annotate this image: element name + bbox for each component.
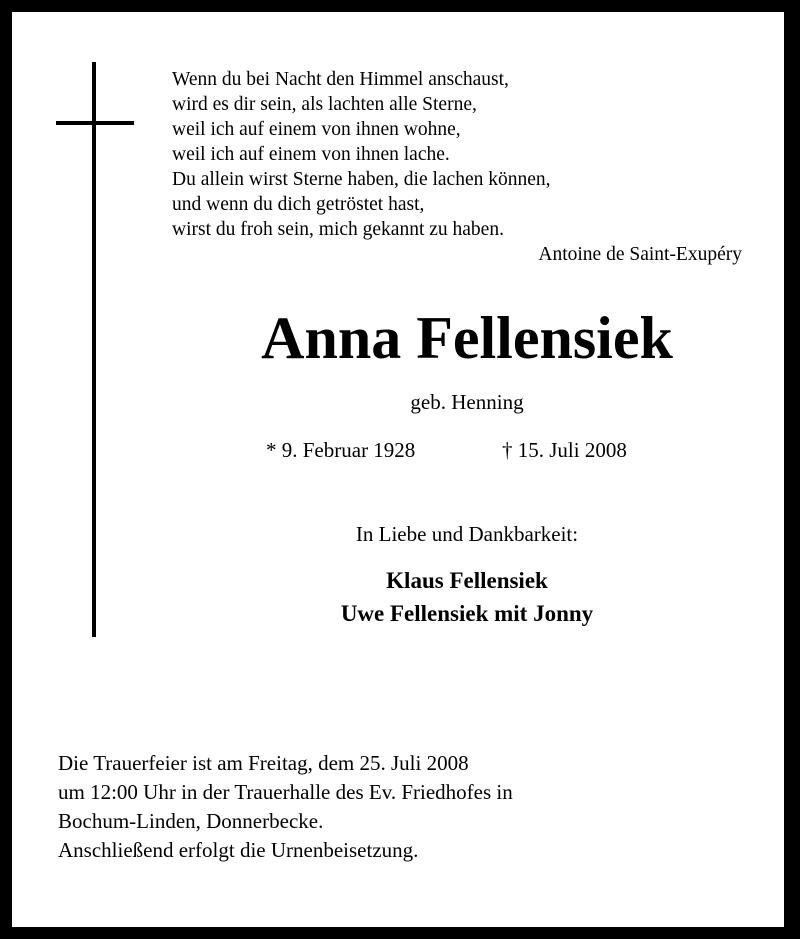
poem-line: wird es dir sein, als lachten alle Sterne, bbox=[172, 94, 477, 115]
mourner-name: Uwe Fellensiek mit Jonny bbox=[340, 601, 594, 626]
cross-icon-vertical-bar bbox=[92, 62, 96, 637]
poem-line: Du allein wirst Sterne haben, die lachen können, bbox=[172, 169, 551, 190]
deceased-name: Anna Fellensiek bbox=[261, 305, 673, 371]
poem-line: weil ich auf einem von ihnen wohne, bbox=[172, 119, 461, 140]
dedication-text: In Liebe und Dankbarkeit: bbox=[355, 522, 579, 546]
poem-line: Wenn du bei Nacht den Himmel anschaust, bbox=[172, 69, 509, 90]
poem-line: weil ich auf einem von ihnen lache. bbox=[172, 144, 450, 165]
ceremony-line: Bochum-Linden, Donnerbecke. bbox=[58, 809, 324, 833]
cross-icon-horizontal-bar bbox=[56, 121, 134, 125]
birth-date: * 9. Februar 1928 bbox=[266, 438, 416, 462]
ceremony-line: Die Trauerfeier ist am Freitag, dem 25. Juli 2008 bbox=[58, 751, 469, 775]
poem-quote bbox=[172, 67, 752, 267]
birth-name: geb. Henning bbox=[410, 390, 524, 414]
mourner-name: Klaus Fellensiek bbox=[386, 568, 548, 593]
death-date: † 15. Juli 2008 bbox=[502, 438, 627, 462]
ceremony-line: um 12:00 Uhr in der Trauerhalle des Ev. Friedhofes in bbox=[58, 780, 513, 804]
poem-author: Antoine de Saint-Exupéry bbox=[538, 244, 742, 265]
mourners-list bbox=[112, 564, 800, 630]
ceremony-info bbox=[58, 749, 778, 865]
poem-line: und wenn du dich getröstet hast, bbox=[172, 194, 425, 215]
ceremony-line: Anschließend erfolgt die Urnenbeisetzung. bbox=[58, 838, 419, 862]
poem-line: wirst du froh sein, mich gekannt zu haben. bbox=[172, 219, 504, 240]
